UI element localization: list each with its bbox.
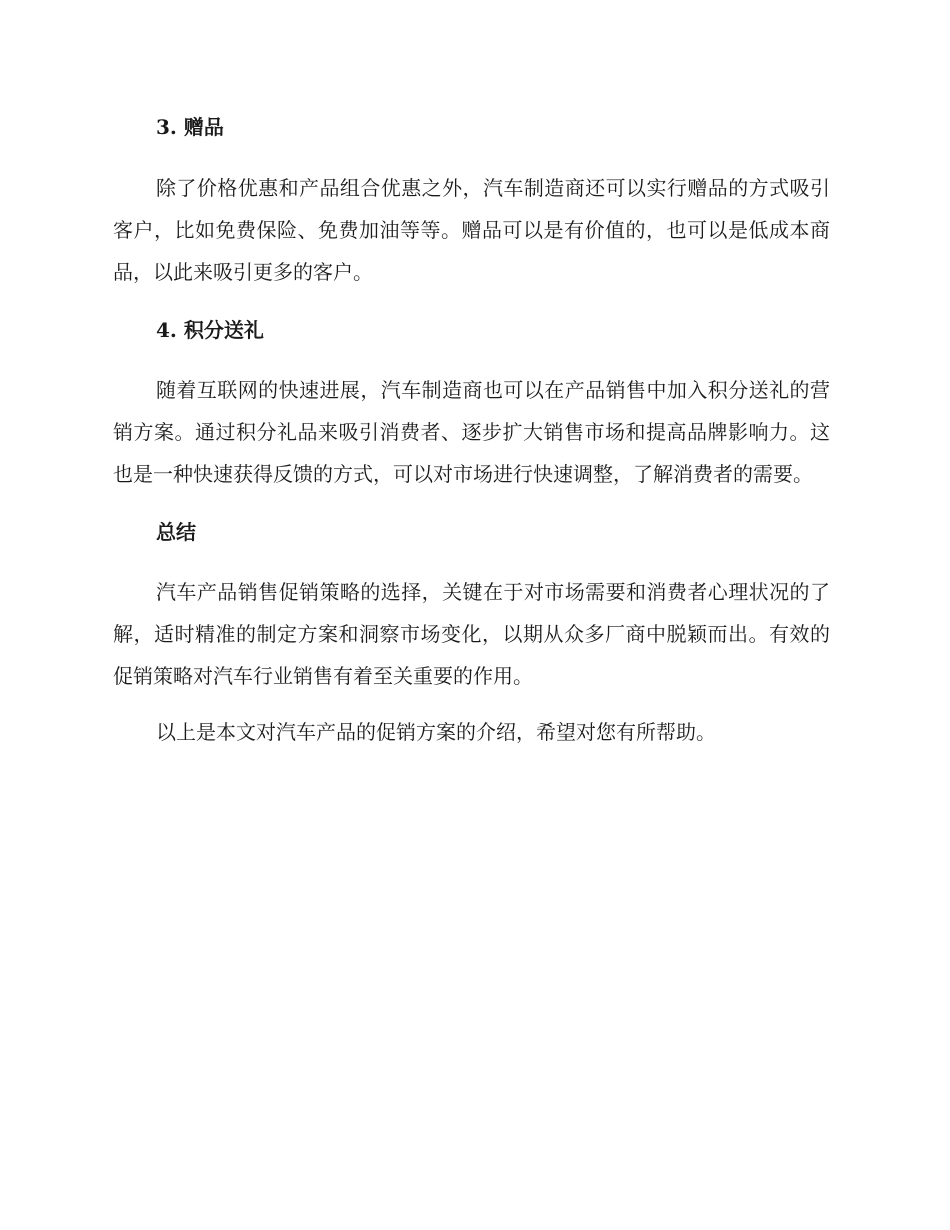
closing-paragraph: 以上是本文对汽车产品的促销方案的介绍，希望对您有所帮助。 xyxy=(156,720,716,744)
section-heading-points: 4. 积分送礼 xyxy=(156,318,264,342)
section-heading-summary: 总结 xyxy=(156,520,196,544)
section-paragraph-gifts: 除了价格优惠和产品组合优惠之外，汽车制造商还可以实行赠品的方式吸引客户，比如免费保险、免费加油等等。赠品可以是有价值的，也可以是低成本商品，以此来吸引更多的客户。 xyxy=(113,176,830,284)
section-heading-gifts: 3. 赠品 xyxy=(156,115,224,139)
section-paragraph-summary: 汽车产品销售促销策略的选择，关键在于对市场需要和消费者心理状况的了解，适时精准的制定方案和洞察市场变化，以期从众多厂商中脱颖而出。有效的促销策略对汽车行业销售有着至关重要的作用。 xyxy=(113,580,830,688)
section-paragraph-points: 随着互联网的快速进展，汽车制造商也可以在产品销售中加入积分送礼的营销方案。通过积分礼品来吸引消费者、逐步扩大销售市场和提高品牌影响力。这也是一种快速获得反馈的方式，可以对市场进行快速调整，了解消费者的需要。 xyxy=(113,378,830,486)
